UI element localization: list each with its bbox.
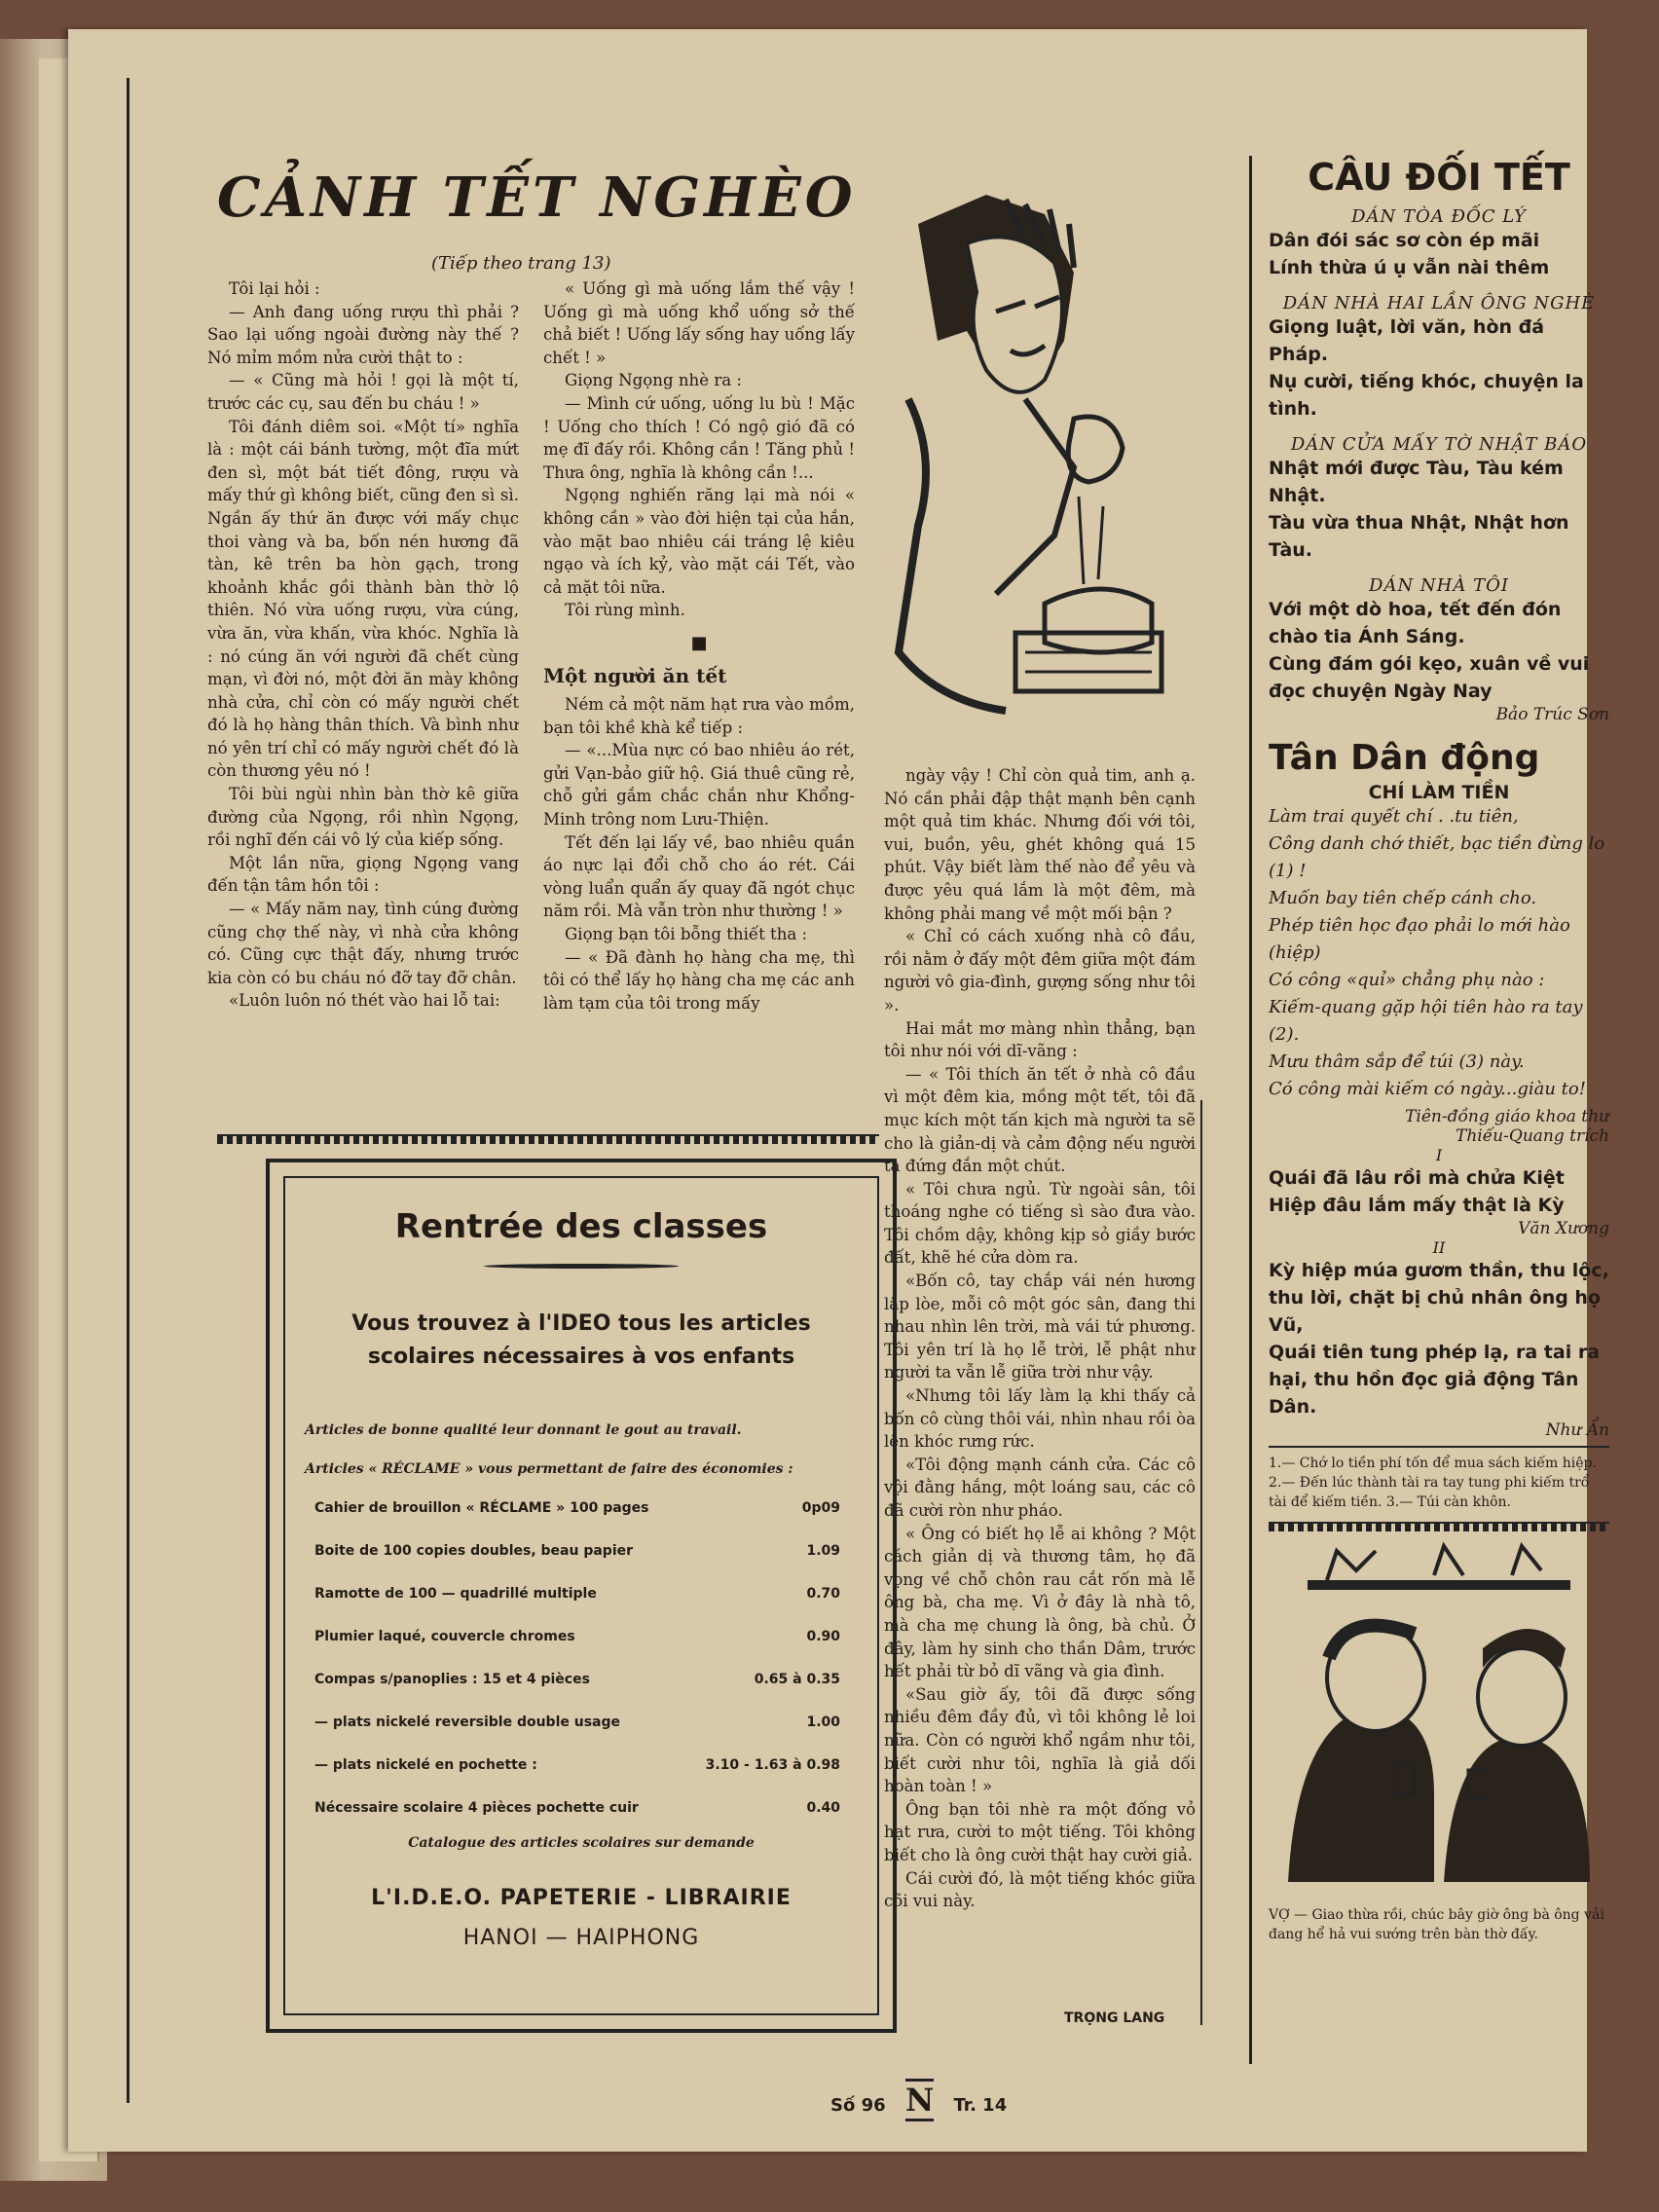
- ad-separator: [217, 1134, 879, 1144]
- verse-line: Cùng đám gói kẹo, xuân về vui đọc chuyện Ngày Nay: [1269, 653, 1590, 702]
- item-price: 3.10 - 1.63 à 0.98: [705, 1757, 840, 1773]
- verse-line: Phép tiên học đạo phải lo mới hào (hiệp): [1269, 915, 1570, 963]
- verse-line: Nhật mới được Tàu, Tàu kém Nhật.: [1269, 458, 1564, 506]
- item-price: 0.40: [806, 1800, 840, 1816]
- price-row: [314, 1658, 840, 1701]
- ad-reclame-line: Articles « RÉCLAME » vous permettant de faire des économies :: [305, 1461, 793, 1477]
- paragraph: Ngọng nghiến răng lại mà nói « không cần » vào đời hiện tại của hắn, vào mặt bao nhiêu cái tráng lệ kiêu ngạo và ích kỷ, vào mặt cái Tết, vào cả mặt tôi nữa.: [543, 486, 855, 597]
- right-title: CÂU ĐỐI TẾT: [1308, 156, 1570, 199]
- s4-signature: Bảo Trúc Sơn: [1495, 705, 1609, 724]
- ngay-nay-logo: N: [905, 2079, 934, 2121]
- paragraph: Một lần nữa, giọng Ngọng vang đến tận tâm hồn tôi :: [207, 853, 519, 896]
- verse-line: Tàu vừa thua Nhật, Nhật hơn Tàu.: [1269, 512, 1569, 561]
- column-divider: [1249, 156, 1252, 2064]
- paragraph: Giọng bạn tôi bỗng thiết tha :: [565, 925, 808, 944]
- price-row: [314, 1487, 840, 1530]
- ad-footer-cities: HANOI — HAIPHONG: [462, 1926, 700, 1950]
- item-price: 0.65 à 0.35: [754, 1672, 840, 1687]
- ad-title: Rentrée des classes: [394, 1207, 768, 1246]
- page-footer: [830, 2079, 1007, 2121]
- couple-cartoon: [1269, 1541, 1609, 1901]
- section-divider-icon: ■: [690, 632, 708, 653]
- page-frame: [127, 78, 1609, 2119]
- article-author: TRỌNG LANG: [1064, 2010, 1165, 2026]
- footnote: 1.— Chớ lo tiền phí tốn để mua sách kiếm hiệp. 2.— Đến lúc thành tài ra tay tung phi kiếm trổ tài để kiếm tiền. 3.— Túi càn khôn.: [1269, 1456, 1597, 1510]
- verse-line: Giọng luật, lời văn, hòn đá Pháp.: [1269, 316, 1545, 365]
- paragraph: Tôi bùi ngùi nhìn bàn thờ kê giữa đường của Ngọng, rồi nhìn Ngọng, rồi nghĩ đến cái vô lý của kiếp sống.: [207, 785, 519, 850]
- ad-catalogue: Catalogue des articles scolaires sur demande: [408, 1835, 755, 1851]
- roman-i: I: [1435, 1146, 1443, 1164]
- verse-line: Kiếm-quang gặp hội tiên hào ra tay (2).: [1269, 997, 1583, 1045]
- ad-inner-frame: [283, 1176, 879, 2015]
- verse-line: Muốn bay tiên chếp cánh cho.: [1269, 888, 1537, 908]
- verse-ii-signature: Như Ẩn: [1545, 1420, 1609, 1440]
- s4-verse: [1269, 596, 1609, 705]
- paragraph: «Bốn cô, tay chắp vái nén hương lập lòe, mỗi cô một góc sân, đang thi nhau nhìn lên trời, mà vái tứ phương. Tôi yên trí là họ lễ trời, lễ phật như người ta vẫn lễ giữa trời như vậy.: [884, 1272, 1196, 1382]
- magazine-page: [68, 29, 1609, 2152]
- item-name: Cahier de brouillon « RÉCLAME » 100 pages: [314, 1500, 649, 1516]
- verse-line: Có công «quỉ» chẳng phụ nào :: [1269, 970, 1545, 990]
- issue-number: Số 96: [830, 2095, 886, 2116]
- item-name: — plats nickelé en pochette :: [314, 1757, 537, 1773]
- price-row: [314, 1787, 840, 1829]
- poem-source: Tiên-đồng giáo khoa thư: [1405, 1107, 1609, 1126]
- price-row: [314, 1744, 840, 1787]
- article-title: CẢNH TẾT NGHÈO: [217, 166, 857, 230]
- paragraph: Hai mắt mơ màng nhìn thẳng, bạn tôi như nói với dĩ-vãng :: [884, 1018, 1196, 1061]
- s2-verse: [1269, 313, 1609, 423]
- paragraph: — Anh đang uống rượu thì phải ? Sao lại uống ngoài đường này thế ? Nó mỉm mồm nửa cười thật to :: [207, 302, 519, 367]
- article-column-1: [207, 277, 519, 1134]
- paragraph: «Nhưng tôi lấy làm lạ khi thấy cả bốn cô cùng thôi vái, nhìn nhau rồi òa lên khóc rưng rức.: [884, 1386, 1196, 1452]
- right-title-2: Tân Dân động: [1269, 738, 1540, 778]
- verse-line: Quái đã lâu rồi mà chửa Kiệt: [1269, 1167, 1565, 1189]
- paragraph: « Chỉ có cách xuống nhà cô đầu, rồi nằm ở đấy một đêm giữa một đám người vô gia-đình, gượng sống như tôi ».: [884, 927, 1196, 1014]
- footnote-rule: [1269, 1446, 1609, 1448]
- ad-quality-line: Articles de bonne qualité leur donnant le gout au travail.: [305, 1422, 742, 1438]
- paragraph: — Mình cứ uống, uống lu bù ! Mặc ! Uống cho thích ! Có ngộ gió đã có mẹ đĩ đấy rồi. Không cần ! Tăng phủ ! Thưa ông, nghĩa là không cần !...: [543, 393, 855, 482]
- continued-note: (Tiếp theo trang 13): [431, 253, 611, 274]
- poem: [1269, 803, 1609, 1103]
- verse-line: Với một dò hoa, tết đến đón chào tia Ánh Sáng.: [1269, 599, 1562, 647]
- paragraph: — « Đã đành họ hàng cha mẹ, thì tôi có thể lấy họ hàng cha mẹ các anh làm tạm của tôi trong mấy: [543, 947, 855, 1013]
- item-name: Plumier laqué, couvercle chromes: [314, 1629, 575, 1644]
- paragraph: «Tôi động mạnh cánh cửa. Các cô vội đằng hắng, một loáng sau, các cô đã cười ròn như pháo.: [884, 1455, 1196, 1520]
- paragraph: Tết đến lại lấy về, bao nhiêu quần áo nực lại đổi chỗ cho áo rét. Cái vòng luẩn quẩn ấy quay đã ngót chục năm rồi. Mà vẫn tròn như thường ! »: [543, 832, 855, 921]
- article-column-3: [884, 764, 1196, 2030]
- paragraph: — « Tôi thích ăn tết ở nhà cô đầu vì một đêm kia, mồng một tết, tôi đã mục kích một tấn kịch mà người ta sẽ cho là giản-dị và cảm động nếu người ta đứng đắn một chút.: [884, 1064, 1196, 1176]
- verse-line: Dân đói sác sơ còn ép mãi: [1269, 230, 1540, 251]
- verse-line: Có công mài kiếm có ngày...giàu to!: [1269, 1079, 1586, 1099]
- verse-line: Làm trai quyết chí . .tu tiên,: [1269, 806, 1519, 827]
- verse-i-signature: Văn Xương: [1518, 1219, 1609, 1238]
- item-name: Boite de 100 copies doubles, beau papier: [314, 1543, 634, 1559]
- verse-ii: [1269, 1257, 1609, 1420]
- paragraph: — «...Mùa nực có bao nhiêu áo rét, gửi Vạn-bảo giữ hộ. Giá thuê cũng rẻ, chỗ gửi gắm chắc chắn như Khổng-Minh trông nom Lưu-Thiện.: [543, 741, 855, 830]
- paragraph: « Tôi chưa ngủ. Từ ngoài sân, tôi thoáng nghe có tiếng sì sào đưa vào. Tôi chồm dậy, không kịp sỏ giầy bước đất, khẽ hé cửa dòm ra.: [884, 1179, 1196, 1268]
- item-price: 0.70: [806, 1586, 840, 1602]
- ad-lead: Vous trouvez à l'IDEO tous les articles scolaires nécessaires à vos enfants: [351, 1311, 811, 1369]
- paragraph: — « Cũng mà hỏi ! gọi là một tí, trước các cụ, sau đến bu cháu ! »: [207, 371, 519, 413]
- paragraph: Giọng Ngọng nhè ra :: [565, 371, 743, 390]
- price-row: [314, 1701, 840, 1744]
- roman-ii: II: [1432, 1238, 1446, 1257]
- s3-heading: DÁN CỬA MẤY TỜ NHẬT BÁO: [1290, 434, 1588, 455]
- page-number: Tr. 14: [953, 2095, 1008, 2116]
- item-price: 1.00: [806, 1714, 840, 1730]
- verse-line: Quái tiên tung phép lạ, ra tai ra hại, thu hồn đọc giả động Tân Dân.: [1269, 1342, 1601, 1418]
- cartoon-caption: VỢ — Giao thừa rồi, chúc bây giờ ông bà ông vải đang hể hả vui sướng trên bàn thờ đấy.: [1269, 1907, 1604, 1942]
- paragraph: Ông bạn tôi nhè ra một đống vỏ hạt rưa, cười to một tiếng. Tôi không biết cho là ông cười thật hay cười giả.: [884, 1799, 1196, 1864]
- item-price: 1.09: [806, 1543, 840, 1559]
- item-name: — plats nickelé reversible double usage: [314, 1714, 621, 1730]
- item-price: 0.90: [806, 1629, 840, 1644]
- s1-heading: DÁN TÒA ĐỐC LÝ: [1351, 206, 1527, 227]
- verse-line: Lính thừa ú ụ vẫn nài thêm: [1269, 257, 1550, 278]
- item-price: 0p09: [801, 1500, 840, 1516]
- ad-price-table: [314, 1487, 840, 1829]
- column-divider-lower: [1200, 1100, 1202, 2025]
- paragraph: «Luôn luôn nó thét vào hai lỗ tai:: [229, 991, 500, 1011]
- ad-footer-shop: L'I.D.E.O. PAPETERIE - LIBRAIRIE: [371, 1886, 792, 1910]
- drinking-man-illustration: [879, 185, 1171, 740]
- section-heading: Một người ăn tết: [543, 663, 727, 687]
- s2-heading: DÁN NHÀ HAI LẦN ÔNG NGHÈ: [1282, 293, 1596, 313]
- s3-verse: [1269, 455, 1609, 564]
- ad-underline: [484, 1264, 679, 1269]
- s1-verse: [1269, 227, 1609, 281]
- price-row: [314, 1572, 840, 1615]
- verse-i: [1269, 1164, 1609, 1219]
- ideo-advertisement: [266, 1159, 897, 2033]
- paragraph: ngày vậy ! Chỉ còn quả tim, anh ạ. Nó cần phải đập thật mạnh bên cạnh một quả tim khác. Nhưng đối với tôi, vui, buồn, yêu, ghét không quá 15 phút. Vậy biết làm thế nào để yêu và được yêu quá lắm là một đêm, mà không phải mang về một mối bận ?: [884, 766, 1196, 923]
- paragraph: Tôi đánh diêm soi. «Một tí» nghĩa là : một cái bánh tường, một đĩa mứt đen sì, một bát tiết đông, rượu và mấy thứ gì không biết, cũng đen sì sì. Ngần ấy thứ ăn được với mấy chục thoi vàng và ba, bốn nén hương đã tàn, kê trên ba hòn gạch, trong khoảnh khắc gồi thành bàn thờ lộ thiên. Nó vừa uống rượu, vừa cúng, vừa ăn, vừa khấn, vừa khóc. Nghĩa là : nó cúng ăn với người đã chết cùng mạn, vì đời nó, một đời ăn mày không nhà cửa, chỉ còn có mấy người chết đó là họ hàng thân thích. Và bình như nó yên trí chỉ có mấy người chết đó là còn thương yêu nó !: [207, 417, 519, 781]
- item-name: Nécessaire scolaire 4 pièces pochette cuir: [314, 1800, 639, 1816]
- paragraph: «Sau giờ ấy, tôi đã được sống nhiều đêm đầy đủ, vì tôi không lẻ loi nữa. Còn có người khổ ngầm như tôi, biết cười như tôi, nghĩa là giả dối hoàn toàn ! »: [884, 1684, 1196, 1796]
- paragraph: « Uống gì mà uống lắm thế vậy ! Uống gì mà uống khổ uống sở thế chả biết ! Uống lấy sống hay uống lấy chết ! »: [543, 279, 855, 367]
- verse-line: Mưu thâm sắp để túi (3) này.: [1269, 1051, 1525, 1072]
- paragraph: Cái cười đó, là một tiếng khóc giữa cõi vui này.: [884, 1868, 1196, 1911]
- verse-line: Công danh chớ thiết, bạc tiền đừng lo (1) !: [1269, 833, 1605, 881]
- s4-heading: DÁN NHÀ TÔI: [1369, 575, 1509, 596]
- right-column: [1269, 156, 1609, 1944]
- item-name: Compas s/panoplies : 15 et 4 pièces: [314, 1672, 590, 1687]
- poem-signature: Thiếu-Quang trích: [1456, 1126, 1609, 1146]
- article-column-2: [543, 277, 855, 1134]
- price-row: [314, 1615, 840, 1658]
- paragraph: Tôi rùng mình.: [565, 601, 685, 620]
- paragraph: — « Mấy năm nay, tình cúng đường cũng chợ thế này, vì nhà cửa không có. Cũng cực thật đấy, nhưng trước kia còn có bu cháu nó đỡ tay đỡ chân.: [207, 900, 519, 987]
- paragraph: « Ông có biết họ lễ ai không ? Một cách giản dị và thương tâm, họ đã vọng về chỗ chôn rau cắt rốn mà lễ ông bà, cha mẹ. Vì ở đây là nhà tô, mà cha mẹ chung là ông, bà chủ. Ở đây, làm hy sinh cho thần Dâm, trước hết phải từ bỏ dĩ vãng và gia đình.: [884, 1524, 1196, 1681]
- price-row: [314, 1530, 840, 1572]
- item-name: Ramotte de 100 — quadrillé multiple: [314, 1586, 597, 1602]
- cartoon-separator: [1269, 1522, 1609, 1531]
- paragraph: Tôi lại hỏi :: [229, 279, 320, 298]
- verse-line: Kỳ hiệp múa gươm thần, thu lộc, thu lời, chặt bị chủ nhân ông họ Vũ,: [1269, 1260, 1609, 1336]
- paragraph: Ném cả một năm hạt rưa vào mồm, bạn tôi khề khà kể tiếp :: [543, 695, 855, 737]
- right-subtitle-2: CHÍ LÀM TIỀN: [1368, 782, 1510, 803]
- verse-line: Nụ cười, tiếng khóc, chuyện la tình.: [1269, 371, 1584, 420]
- verse-line: Hiệp đâu lắm mấy thật là Kỳ: [1269, 1195, 1565, 1216]
